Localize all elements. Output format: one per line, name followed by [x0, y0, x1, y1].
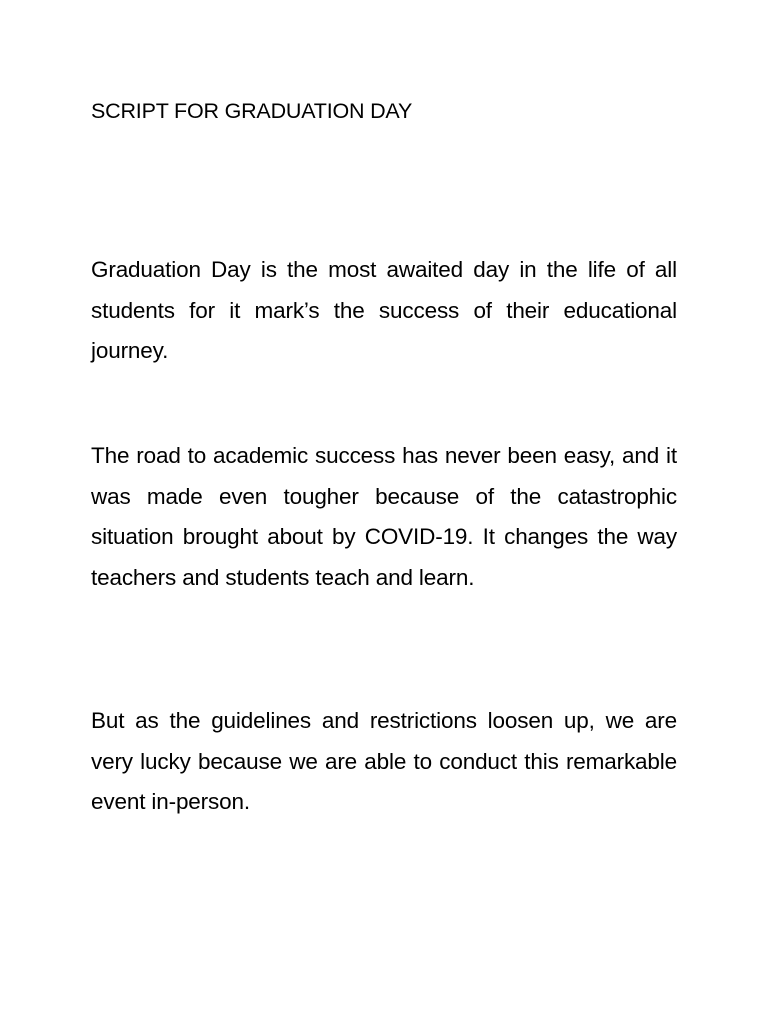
document-title: SCRIPT FOR GRADUATION DAY [91, 99, 413, 123]
paragraph-2: The road to academic success has never been easy, and it was made even tougher because of the catastrophic situation brought about by COVID-19. It changes the way teachers and students teach and learn. [91, 443, 677, 590]
paragraph-1: Graduation Day is the most awaited day in the life of all students for it mark’s the success of their educational journey. [91, 257, 677, 363]
paragraph-3: But as the guidelines and restrictions loosen up, we are very lucky because we are able to conduct this remarkable event in-person. [91, 708, 677, 814]
